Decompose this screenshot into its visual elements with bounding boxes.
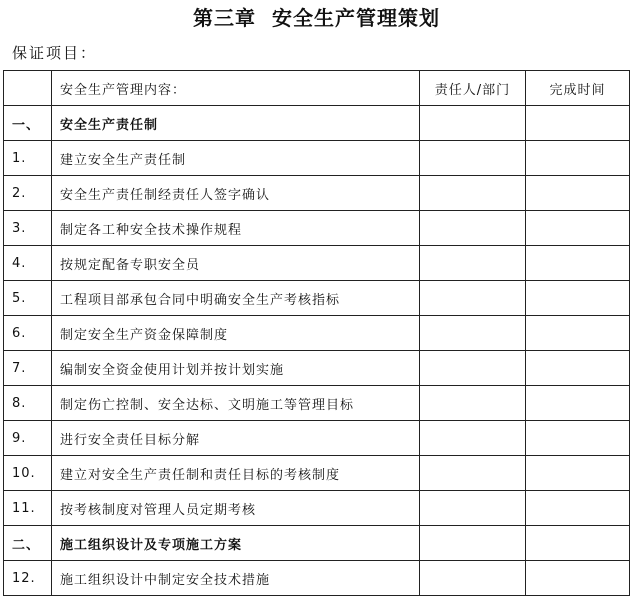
header-content-cell: 安全生产管理内容： bbox=[52, 71, 420, 106]
table-row bbox=[4, 561, 630, 596]
row-number-cell: 2. bbox=[4, 176, 52, 211]
completion-date-cell bbox=[526, 351, 630, 386]
section-row bbox=[4, 106, 630, 141]
table-row bbox=[4, 176, 630, 211]
completion-date-cell bbox=[526, 176, 630, 211]
completion-date-cell bbox=[526, 561, 630, 596]
owner-cell bbox=[420, 211, 526, 246]
owner-cell bbox=[420, 561, 526, 596]
row-number-cell: 9. bbox=[4, 421, 52, 456]
item-content-cell: 建立对安全生产责任制和责任目标的考核制度 bbox=[52, 456, 420, 491]
completion-date-cell bbox=[526, 281, 630, 316]
table-row bbox=[4, 211, 630, 246]
owner-cell bbox=[420, 176, 526, 211]
table-row bbox=[4, 246, 630, 281]
owner-cell bbox=[420, 491, 526, 526]
table-row bbox=[4, 316, 630, 351]
table-row bbox=[4, 456, 630, 491]
row-number-cell: 一、 bbox=[4, 106, 52, 141]
item-content-cell: 进行安全责任目标分解 bbox=[52, 421, 420, 456]
completion-date-cell bbox=[526, 141, 630, 176]
item-content-cell: 制定安全生产资金保障制度 bbox=[52, 316, 420, 351]
completion-date-cell bbox=[526, 106, 630, 141]
completion-date-cell bbox=[526, 316, 630, 351]
row-number-cell: 8. bbox=[4, 386, 52, 421]
section-subtitle: 保证项目： bbox=[12, 44, 98, 62]
table-row bbox=[4, 421, 630, 456]
header-owner-cell: 责任人/部门 bbox=[420, 71, 526, 106]
owner-cell bbox=[420, 386, 526, 421]
header-number-cell bbox=[4, 71, 52, 106]
row-number-cell: 4. bbox=[4, 246, 52, 281]
item-content-cell: 工程项目部承包合同中明确安全生产考核指标 bbox=[52, 281, 420, 316]
row-number-cell: 7. bbox=[4, 351, 52, 386]
item-content-cell: 按规定配备专职安全员 bbox=[52, 246, 420, 281]
completion-date-cell bbox=[526, 211, 630, 246]
owner-cell bbox=[420, 106, 526, 141]
chapter-title: 第三章 安全生产管理策划 bbox=[193, 6, 440, 30]
table-row bbox=[4, 386, 630, 421]
table-row bbox=[4, 281, 630, 316]
row-number-cell: 6. bbox=[4, 316, 52, 351]
item-content-cell: 安全生产责任制经责任人签字确认 bbox=[52, 176, 420, 211]
completion-date-cell bbox=[526, 491, 630, 526]
header-date-cell: 完成时间 bbox=[526, 71, 630, 106]
row-number-cell: 10. bbox=[4, 456, 52, 491]
item-content-cell: 制定伤亡控制、安全达标、文明施工等管理目标 bbox=[52, 386, 420, 421]
table-row bbox=[4, 491, 630, 526]
table-row bbox=[4, 141, 630, 176]
section-title-cell: 安全生产责任制 bbox=[52, 106, 420, 141]
owner-cell bbox=[420, 526, 526, 561]
row-number-cell: 1. bbox=[4, 141, 52, 176]
item-content-cell: 编制安全资金使用计划并按计划实施 bbox=[52, 351, 420, 386]
section-title-cell: 施工组织设计及专项施工方案 bbox=[52, 526, 420, 561]
row-number-cell: 二、 bbox=[4, 526, 52, 561]
table-body bbox=[4, 71, 630, 596]
table-row bbox=[4, 351, 630, 386]
row-number-cell: 5. bbox=[4, 281, 52, 316]
row-number-cell: 3. bbox=[4, 211, 52, 246]
completion-date-cell bbox=[526, 246, 630, 281]
item-content-cell: 按考核制度对管理人员定期考核 bbox=[52, 491, 420, 526]
item-content-cell: 建立安全生产责任制 bbox=[52, 141, 420, 176]
owner-cell bbox=[420, 351, 526, 386]
completion-date-cell bbox=[526, 386, 630, 421]
section-row bbox=[4, 526, 630, 561]
table-header-row bbox=[4, 71, 630, 106]
item-content-cell: 施工组织设计中制定安全技术措施 bbox=[52, 561, 420, 596]
completion-date-cell bbox=[526, 421, 630, 456]
owner-cell bbox=[420, 316, 526, 351]
completion-date-cell bbox=[526, 526, 630, 561]
row-number-cell: 11. bbox=[4, 491, 52, 526]
completion-date-cell bbox=[526, 456, 630, 491]
owner-cell bbox=[420, 281, 526, 316]
owner-cell bbox=[420, 141, 526, 176]
owner-cell bbox=[420, 456, 526, 491]
owner-cell bbox=[420, 246, 526, 281]
owner-cell bbox=[420, 421, 526, 456]
safety-plan-table bbox=[3, 70, 630, 596]
item-content-cell: 制定各工种安全技术操作规程 bbox=[52, 211, 420, 246]
row-number-cell: 12. bbox=[4, 561, 52, 596]
